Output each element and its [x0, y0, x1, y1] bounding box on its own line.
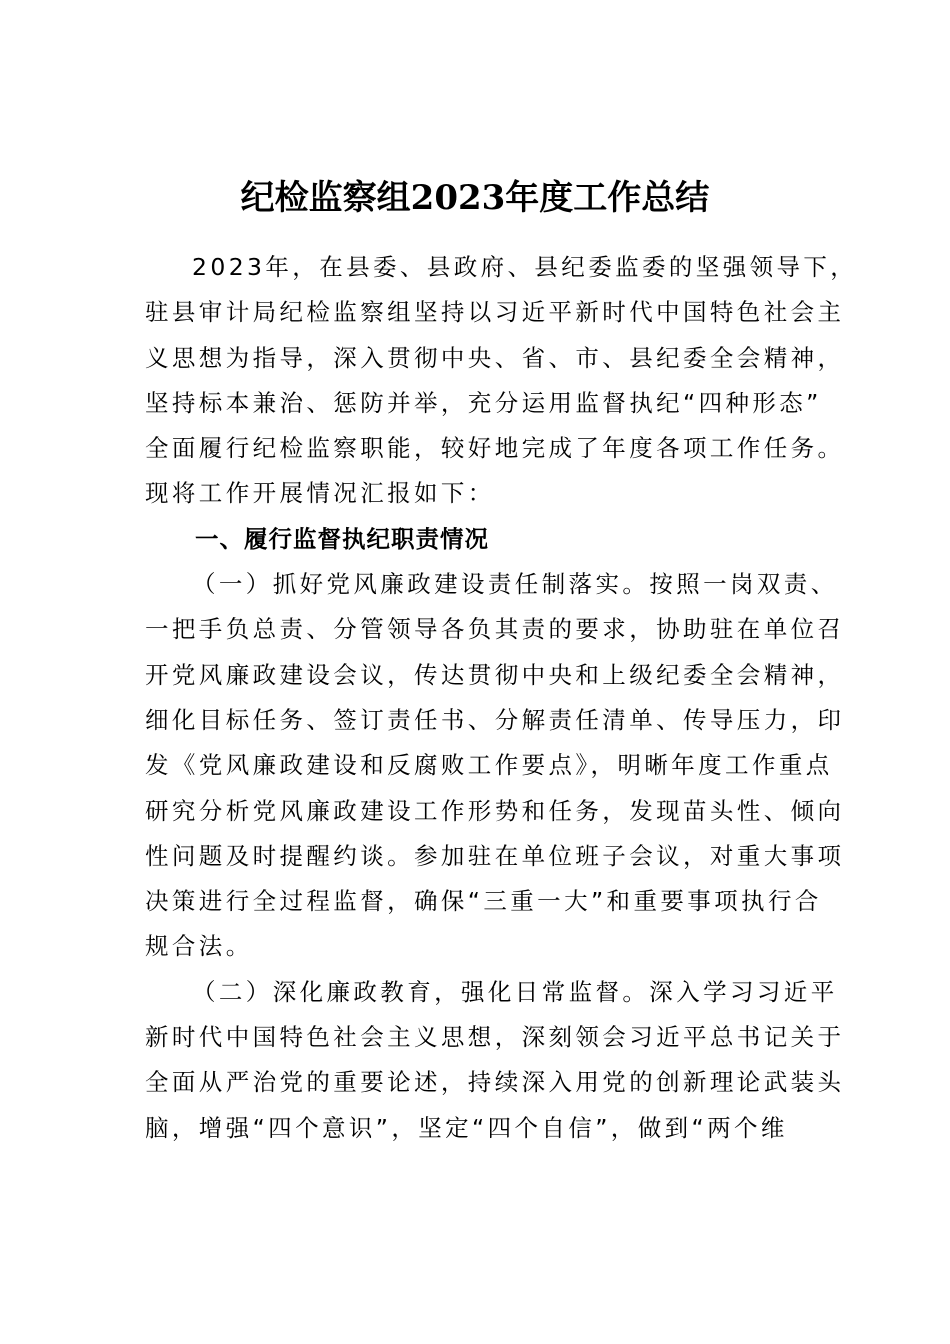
paragraph-line: （二）深化廉政教育，强化日常监督。深入学习习近平	[192, 977, 838, 1006]
paragraph-line: 2023年，在县委、县政府、县纪委监委的坚强领导下，	[192, 253, 858, 281]
paragraph-line: 决策进行全过程监督，确保“三重一大”和重要事项执行合	[145, 887, 822, 916]
paragraph-line: 义思想为指导，深入贯彻中央、省、市、县纪委全会精神，	[145, 343, 845, 372]
paragraph-line: 脑，增强“四个意识”，坚定“四个自信”，做到“两个维	[145, 1113, 788, 1142]
paragraph-line: 发《党风廉政建设和反腐败工作要点》，明晰年度工作重点	[145, 751, 833, 780]
paragraph-line: 细化目标任务、签订责任书、分解责任清单、传导压力，印	[145, 705, 845, 734]
document-body	[145, 245, 858, 1151]
paragraph-line: 开党风廉政建设会议，传达贯彻中央和上级纪委全会精神，	[145, 660, 845, 689]
paragraph-line: 全面履行纪检监察职能，较好地完成了年度各项工作任务。	[145, 434, 845, 463]
paragraph-line: 驻县审计局纪检监察组坚持以习近平新时代中国特色社会主	[145, 298, 845, 327]
document-title: 纪检监察组2023年度工作总结	[240, 178, 710, 218]
paragraph-line: 新时代中国特色社会主义思想，深刻领会习近平总书记关于	[145, 1023, 845, 1052]
paragraph-line: 研究分析党风廉政建设工作形势和任务，发现苗头性、倾向	[145, 796, 845, 825]
paragraph-line: 坚持标本兼治、惩防并举，充分运用监督执纪“四种形态”	[145, 388, 822, 417]
paragraph-line: 一把手负总责、分管领导各负其责的要求，协助驻在单位召	[145, 615, 845, 644]
paragraph-line: 规合法。	[145, 932, 253, 961]
paragraph-line: （一）抓好党风廉政建设责任制落实。按照一岗双责、	[192, 570, 838, 599]
paragraph-line: 全面从严治党的重要论述，持续深入用党的创新理论武装头	[145, 1068, 845, 1097]
section-heading: 一、履行监督执纪职责情况	[195, 524, 489, 553]
paragraph-line: 现将工作开展情况汇报如下：	[145, 479, 495, 508]
paragraph-line: 性问题及时提醒约谈。参加驻在单位班子会议，对重大事项	[145, 841, 845, 870]
